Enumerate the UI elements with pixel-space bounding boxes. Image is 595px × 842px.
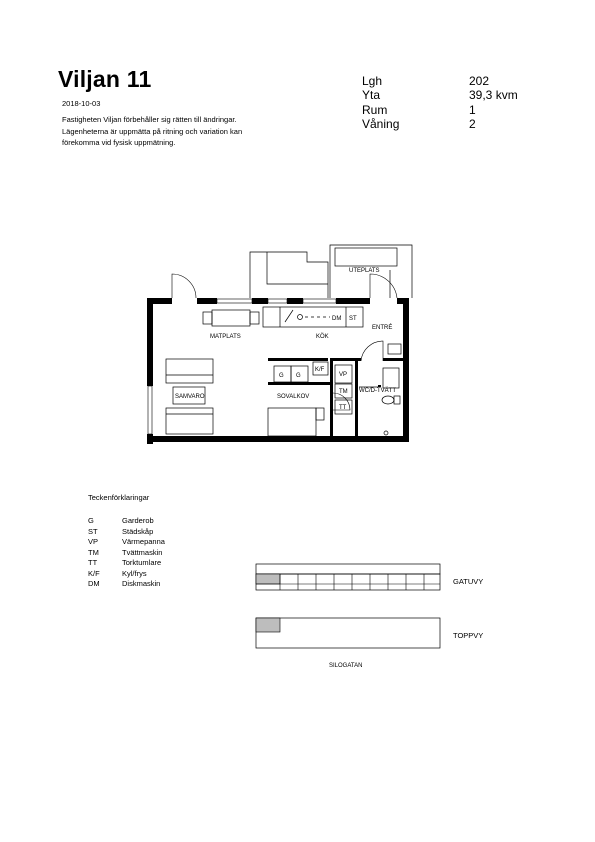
legend-item [88, 569, 165, 580]
page-title: Viljan 11 [58, 66, 152, 92]
room-label-matplats: MATPLATS [210, 334, 241, 340]
fact-value: 2 [469, 116, 476, 131]
room-label-wc: WC/D-TVÄTT [359, 388, 396, 394]
room-label-kok: KÖK [316, 334, 329, 340]
fixture-code-kf: K/F [315, 367, 325, 373]
fixture-code-dm: DM [332, 316, 342, 322]
furniture [166, 307, 401, 436]
fixture-code-vp: VP [339, 372, 348, 378]
legend-desc: Tvättmaskin [122, 547, 163, 557]
legend-desc: Garderob [122, 516, 154, 525]
disclaimer-text: Fastigheten Viljan förbehåller sig rätten till ändringar. Lägenheterna är uppmätta på ritning och variation kan förekomma vid fysisk uppmätning. [62, 115, 243, 147]
fact-label: Våning [362, 116, 400, 131]
gatuvy-diagram [256, 564, 440, 590]
legend-desc: Städskåp [122, 526, 154, 536]
fact-value: 1 [469, 102, 476, 117]
legend-code: TT [88, 558, 98, 567]
toppvy-label: TOPPVY [453, 631, 484, 640]
fixture-code-st: ST [349, 316, 357, 322]
room-labels [175, 268, 396, 400]
gatuvy-label: GATUVY [453, 577, 484, 586]
legend-item [88, 537, 165, 548]
legend-desc: Diskmaskin [122, 579, 161, 588]
legend-code: DM [88, 579, 100, 588]
legend-title: Teckenförklaringar [88, 493, 150, 502]
legend-item [88, 579, 165, 590]
legend-code: VP [88, 537, 99, 546]
toppvy-highlight [256, 618, 280, 632]
exterior-walls [147, 298, 409, 444]
legend-item [88, 527, 165, 538]
legend-code: G [88, 516, 94, 525]
fact-value: 39,3 kvm [469, 88, 518, 103]
legend-code: TM [88, 547, 99, 557]
legend-desc: Torktumlare [122, 558, 162, 567]
gatuvy-highlight [256, 574, 280, 584]
fixture-code-g: G [296, 373, 301, 379]
terrace-outline [250, 245, 412, 298]
legend-item [88, 548, 165, 559]
room-label-samvaro: SAMVARO [175, 394, 205, 400]
fact-value: 202 [469, 74, 490, 88]
fact-label: Lgh [362, 74, 383, 88]
fixture-code-g: G [279, 373, 284, 379]
room-label-uteplats: UTEPLATS [349, 268, 380, 274]
room-label-sovalkov: SOVALKOV [277, 394, 310, 400]
room-label-entre: ENTRÉ [372, 325, 393, 331]
fact-label: Yta [362, 88, 381, 103]
street-name: SILOGATAN [329, 663, 363, 669]
legend-item [88, 516, 165, 527]
fixture-code-tm: TM [339, 389, 348, 395]
fact-label: Rum [362, 102, 388, 117]
legend-code: K/F [88, 568, 100, 578]
legend-item [88, 558, 165, 569]
fixture-code-tt: TT [339, 405, 347, 411]
toppvy-diagram [256, 618, 440, 648]
legend-desc: Värmepanna [122, 537, 165, 546]
legend-code: ST [88, 526, 98, 536]
document-date: 2018-10-03 [62, 99, 101, 108]
legend-desc: Kyl/frys [122, 568, 147, 578]
legend-list [88, 516, 165, 590]
